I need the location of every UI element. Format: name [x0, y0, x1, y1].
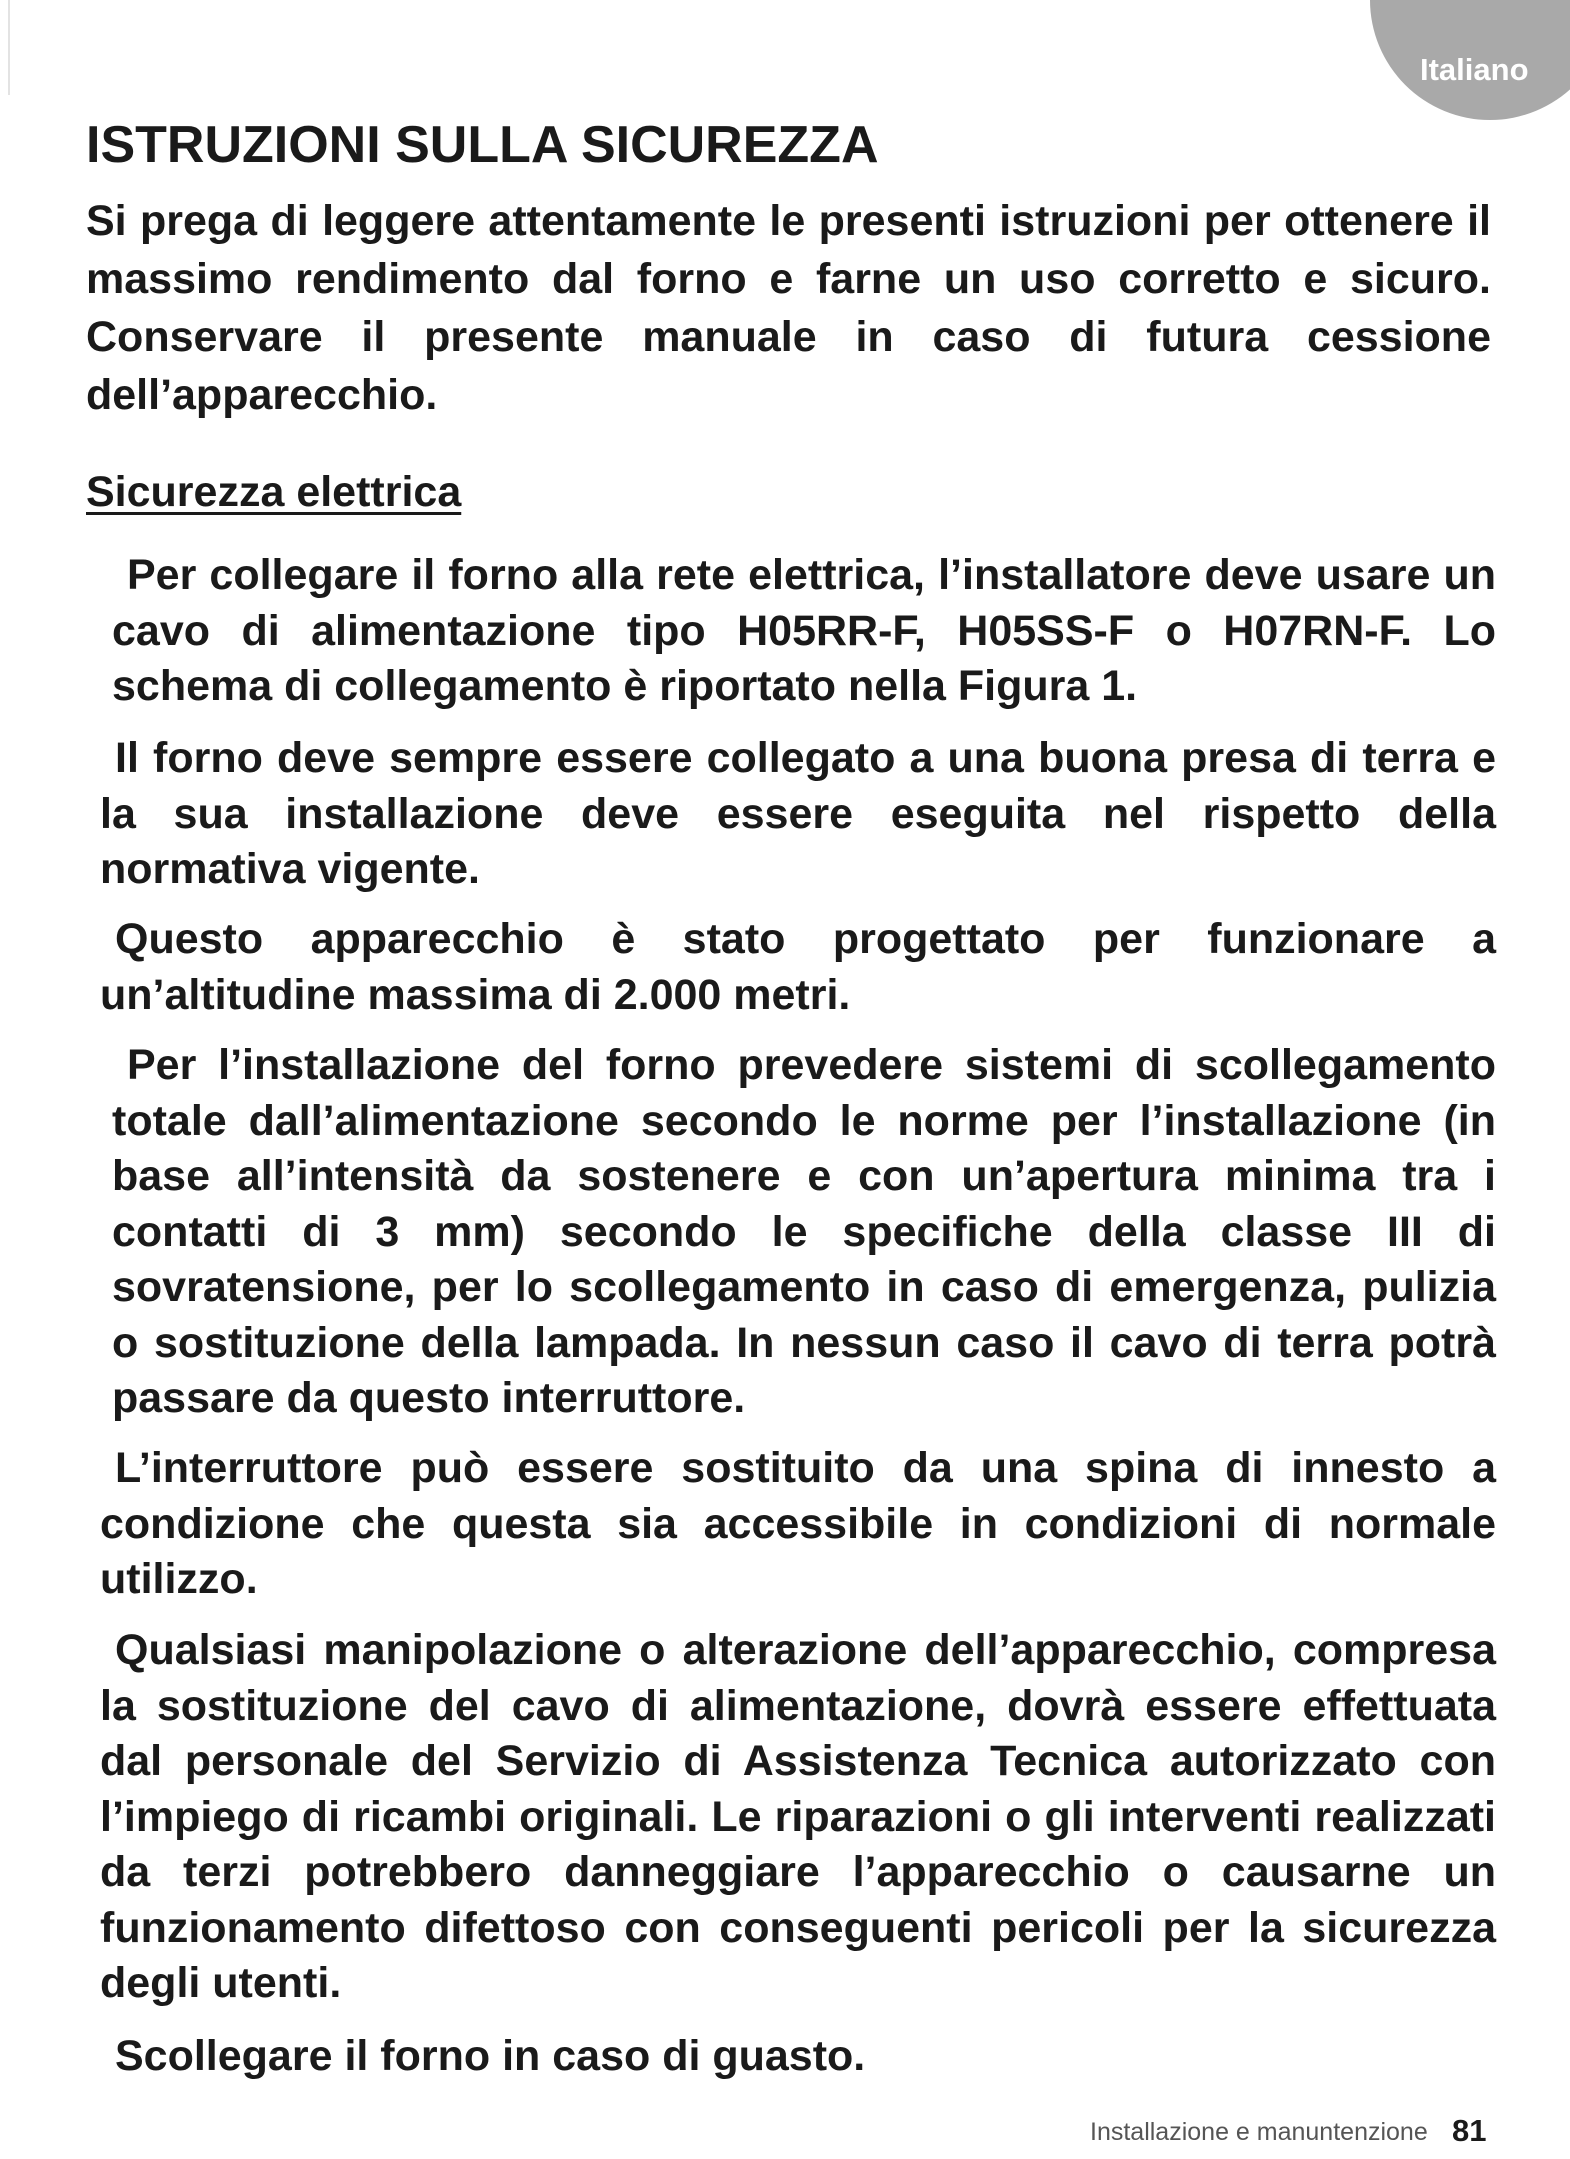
- footer-section-label: Installazione e manuntenzione: [1090, 2118, 1428, 2146]
- intro-paragraph: Si prega di leggere attentamente le presenti istruzioni per ottenere il massimo rendimento dal forno e farne un uso corretto e sicuro. Conservare il presente manuale in caso di futura cessione dell’apparecchio.: [86, 197, 1491, 419]
- paragraph-plug: L’interruttore può essere sostituito da una spina di innesto a condizione che questa sia accessibile in condizioni di normale utilizzo.: [100, 1444, 1496, 1603]
- page-title: ISTRUZIONI SULLA SICUREZZA: [86, 116, 879, 174]
- section-heading: Sicurezza elettrica: [86, 468, 462, 516]
- language-tab-label: Italiano: [1420, 52, 1529, 87]
- page-edge-line: [8, 0, 10, 95]
- paragraph-altitude: Questo apparecchio è stato progettato per funzionare a un’altitudine massima di 2.000 metri.: [100, 915, 1496, 1019]
- paragraph-service: Qualsiasi manipolazione o alterazione dell’apparecchio, compresa la sostituzione del cavo di alimentazione, dovrà essere effettuata dal personale del Servizio di Assistenza Tecnica autorizzato con l’impiego di ricambi originali. Le riparazioni o gli interventi realizzati da terzi potrebbero danneggiare l’apparecchio o causarne un funzionamento difettoso con conseguenti pericoli per la sicurezza degli utenti.: [100, 1626, 1496, 2007]
- page-number: 81: [1452, 2113, 1487, 2148]
- paragraph-grounding: Il forno deve sempre essere collegato a una buona presa di terra e la sua installazione deve essere eseguita nel rispetto della normativa vigente.: [100, 734, 1496, 893]
- paragraph-fault: Scollegare il forno in caso di guasto.: [115, 2032, 866, 2080]
- paragraph-cable-type: Per collegare il forno alla rete elettrica, l’installatore deve usare un cavo di alimentazione tipo H05RR-F, H05SS-F o H07RN-F. Lo schema di collegamento è riportato nella Figura 1.: [112, 551, 1496, 710]
- paragraph-disconnection: Per l’installazione del forno prevedere sistemi di scollegamento totale dall’alimentazione secondo le norme per l’installazione (in base all’intensità da sostenere e con un’apertura minima tra i contatti di 3 mm) secondo le specifiche della classe III di sovratensione, per lo scollegamento in caso di emergenza, pulizia o sostituzione della lampada. In nessun caso il cavo di terra potrà passare da questo interruttore.: [112, 1041, 1496, 1422]
